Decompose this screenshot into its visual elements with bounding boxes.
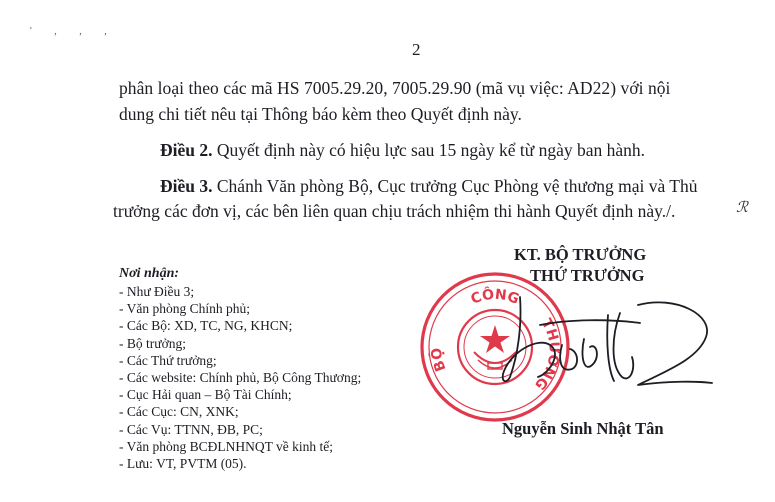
article-2 xyxy=(160,140,645,161)
signature-title-line-2: THỨ TRƯỞNG xyxy=(530,266,645,285)
article-2-text: Quyết định này có hiệu lực sau 15 ngày kể từ ngày ban hành. xyxy=(212,140,646,160)
recipient-list xyxy=(119,283,361,472)
seal-text-left: BỘ xyxy=(428,346,450,374)
body-line-2: dung chi tiết nêu tại Thông báo kèm theo Quyết định này. xyxy=(119,104,522,124)
recipient-item: - Lưu: VT, PVTM (05). xyxy=(119,456,247,472)
seal-text-top: CÔNG xyxy=(468,286,522,308)
stray-marks: ' , , , xyxy=(30,26,117,37)
recipient-item: - Bộ trưởng; xyxy=(119,335,186,351)
recipient-item: - Các Bộ: XD, TC, NG, KHCN; xyxy=(119,318,293,334)
recipient-item: - Các website: Chính phủ, Bộ Công Thương; xyxy=(119,370,362,386)
article-3 xyxy=(160,176,698,197)
recipient-item: - Như Điều 3; xyxy=(119,284,195,299)
article-3-line-2: trưởng các đơn vị, các bên liên quan chịu trách nhiệm thi hành Quyết định này./. xyxy=(113,201,676,221)
recipient-item: - Các Thứ trưởng; xyxy=(119,352,217,368)
body-line-1: phân loại theo các mã HS 7005.29.20, 7005.29.90 (mã vụ việc: AD22) với nội xyxy=(119,78,671,98)
signer-name: Nguyễn Sinh Nhật Tân xyxy=(502,419,664,438)
article-3-text: Chánh Văn phòng Bộ, Cục trưởng Cục Phòng vệ thương mại và Thủ xyxy=(212,176,698,196)
recipient-item: - Văn phòng BCĐLNHNQT về kinh tế; xyxy=(119,438,333,454)
recipient-item: - Các Cục: CN, XNK; xyxy=(119,404,239,420)
recipient-item: - Các Vụ: TTNN, ĐB, PC; xyxy=(119,421,263,437)
page-number: 2 xyxy=(412,40,421,59)
recipient-item: - Cục Hải quan – Bộ Tài Chính; xyxy=(119,387,292,403)
seal-text-right: THƯƠNG xyxy=(531,316,562,393)
article-2-label: Điều 2. xyxy=(160,140,213,160)
handwritten-signature xyxy=(480,285,720,395)
article-3-label: Điều 3. xyxy=(160,176,213,196)
recipients-heading: Nơi nhận: xyxy=(119,266,180,281)
initial-mark: ℛ xyxy=(736,200,748,216)
recipient-item: - Văn phòng Chính phủ; xyxy=(119,301,250,317)
signature-title-line-1: KT. BỘ TRƯỞNG xyxy=(514,245,647,264)
